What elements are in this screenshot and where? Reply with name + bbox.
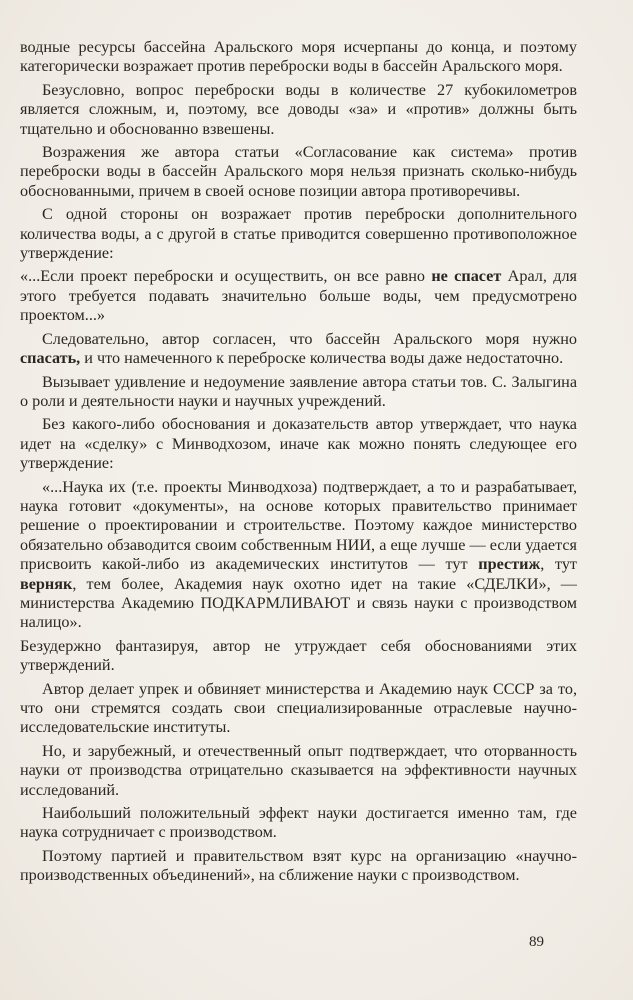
text-run: Вызывает удивление и недоумение заявление автора статьи тов. С. Залыгина о роли и деятельности науки и научных учреждений. [20,372,577,410]
paragraph [20,205,577,263]
text-run: Но, и зарубежный, и отечественный опыт подтверждает, что оторванность науки от производства отрицательно сказывается на эффективности научных исследований. [20,741,577,799]
text-run: и что намеченного к переброске количества воды даже недостаточно. [80,349,564,368]
paragraph [20,847,577,886]
text-run: Арал, для этого требуется подавать значительно больше воды, чем предусмотрено проектом...» [20,267,577,325]
paragraph [20,267,577,325]
paragraph [20,81,577,139]
bold-text: не спасет [431,267,502,286]
paragraph [20,330,577,369]
bold-text: престиж [478,555,541,574]
text-run: Следовательно, автор согласен, что бассейн Аральского моря нужно [42,329,577,348]
text-run: , тут [540,555,578,574]
body-text [20,38,577,890]
paragraph [20,680,577,738]
bold-text: верняк [20,574,73,593]
paragraph [20,373,577,412]
paragraph [20,742,577,800]
paragraph [20,415,577,473]
paragraph [20,478,577,633]
text-run: «...Если проект переброски и осуществить, он все равно [20,267,432,286]
text-run: водные ресурсы бассейна Аральского моря исчерпаны до конца, и поэтому категорически возражает против переброски воды в бассейн Аральского моря. [20,38,577,76]
text-run: Безудержно фантазируя, автор не утруждает себя обоснованиями этих утверждений. [20,636,577,675]
bold-text: спасать, [20,349,81,368]
text-run: Автор делает упрек и обвиняет министерства и Академию наук СССР за то, что они стремятся создать свои специализированные отраслевые научно-исследовательские институты. [20,679,577,737]
paragraph [20,143,577,201]
text-run: «...Наука их (т.е. проекты Минводхоза) подтверждает, а то и разрабатывает, наука готовит «документы», на основе которых правительство принимает решение о проектировании и строительстве. Поэтому каждое министерство обязательно обзаводится своим собственным НИИ, а еще лучше — если удается присвоить какой-либо из академических институтов — тут [20,477,577,574]
paragraph [20,637,577,676]
paragraph [20,38,577,77]
text-run: Без какого-либо обоснования и доказательств автор утверждает, что наука идет на «сделку» с Минводхозом, иначе как можно понять следующее его утверждение: [20,415,577,473]
page-number: 89 [529,934,544,950]
text-run: С одной стороны он возражает против переброски дополнительного количества воды, а с другой в статье приводится совершенно противоположное утверждение: [20,205,577,263]
text-run: Возражения же автора статьи «Согласование как система» против переброски воды в бассейн Аральского моря нельзя признать сколько-нибудь обоснованными, причем в своей основе позиции автора противоречивы. [20,143,577,200]
text-run: , тем более, Академия наук охотно идет на такие «СДЕЛКИ», — министерства Академию ПОДКАРМЛИВАЮТ и связь науки с производством налицо». [20,574,577,632]
text-run: Поэтому партией и правительством взят курс на организацию «научно-производственных объединений», на сближение науки с производством. [20,846,577,885]
paragraph [20,804,577,843]
text-run: Безусловно, вопрос переброски воды в количестве 27 кубокилометров является сложным, и, поэтому, все доводы «за» и «против» должны быть тщательно и обоснованно взвешены. [20,80,577,138]
text-run: Наибольший положительный эффект науки достигается именно там, где наука сотрудничает с производством. [20,804,577,842]
